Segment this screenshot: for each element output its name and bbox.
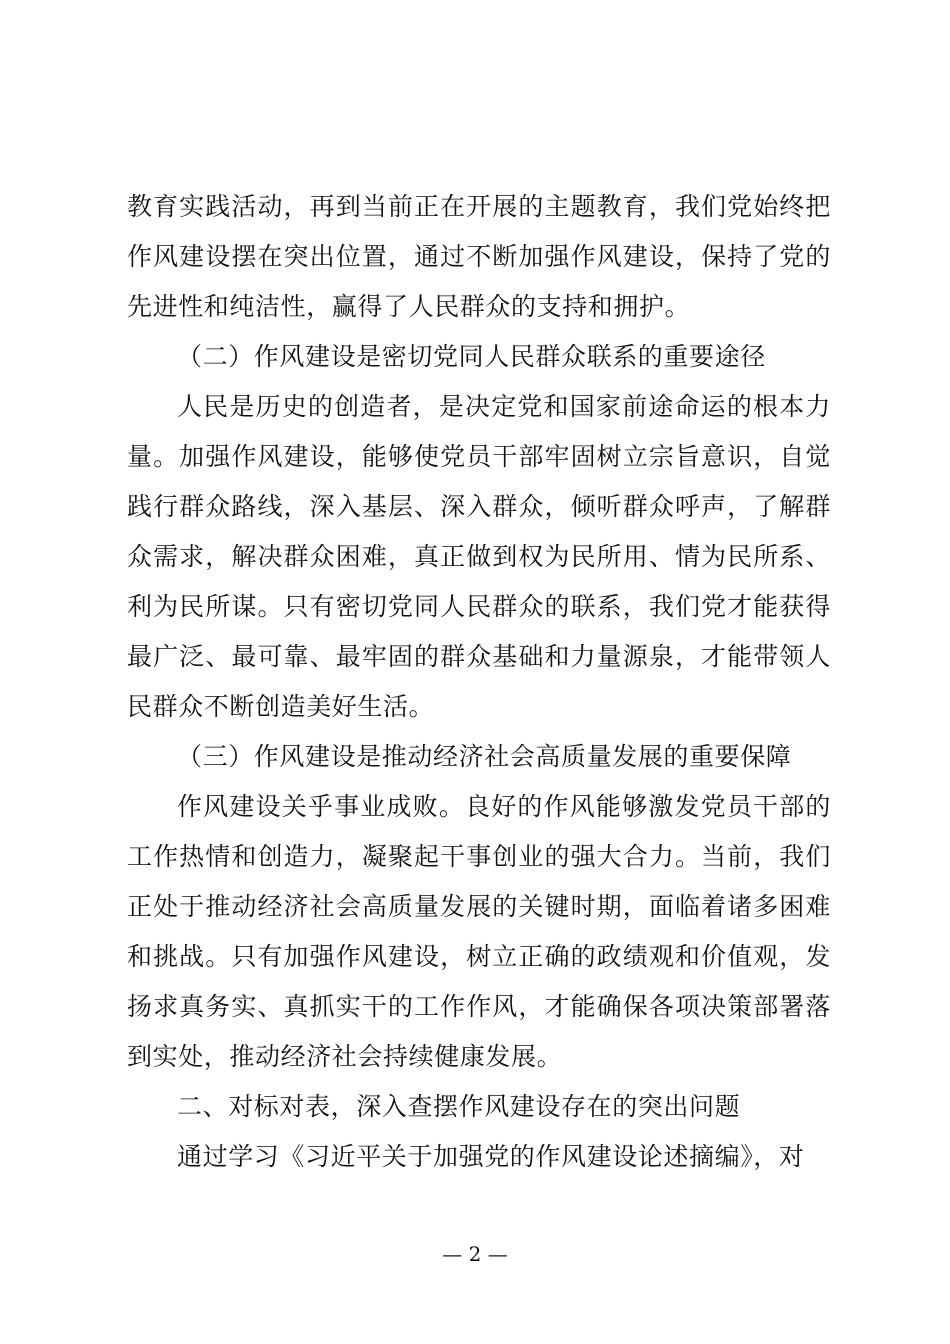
paragraph-people: 人民是历史的创造者，是决定党和国家前途命运的根本力量。加强作风建设，能够使党员干部牢固树立宗旨意识，自觉践行群众路线，深入基层、深入群众，倾听群众呼声，了解群众需求，解决群众困难，真正做到权为民所用、情为民所系、利为民所谋。只有密切党同人民群众的联系，我们党才能获得最广泛、最可靠、最牢固的群众基础和力量源泉，才能带领人民群众不断创造美好生活。 [127, 392, 831, 721]
section-heading-2: （二）作风建设是密切党同人民群众联系的重要途径 [177, 342, 766, 371]
section-heading-3: （三）作风建设是推动经济社会高质量发展的重要保障 [177, 742, 792, 771]
chapter-heading-2: 二、对标对表，深入查摆作风建设存在的突出问题 [177, 1092, 741, 1121]
paragraph-development: 作风建设关乎事业成败。良好的作风能够激发党员干部的工作热情和创造力，凝聚起干事创业的强大合力。当前，我们正处于推动经济社会高质量发展的关键时期，面临着诸多困难和挑战。只有加强作风建设，树立正确的政绩观和价值观，发扬求真务实、真抓实干的工作作风，才能确保各项决策部署落到实处，推动经济社会持续健康发展。 [127, 792, 831, 1071]
document-body [127, 182, 831, 1182]
paragraph-study: 通过学习《习近平关于加强党的作风建设论述摘编》，对 [177, 1142, 805, 1171]
page-number: — 2 — [442, 1242, 508, 1266]
paragraph-continuation: 教育实践活动，再到当前正在开展的主题教育，我们党始终把作风建设摆在突出位置，通过不断加强作风建设，保持了党的先进性和纯洁性，赢得了人民群众的支持和拥护。 [127, 192, 831, 321]
